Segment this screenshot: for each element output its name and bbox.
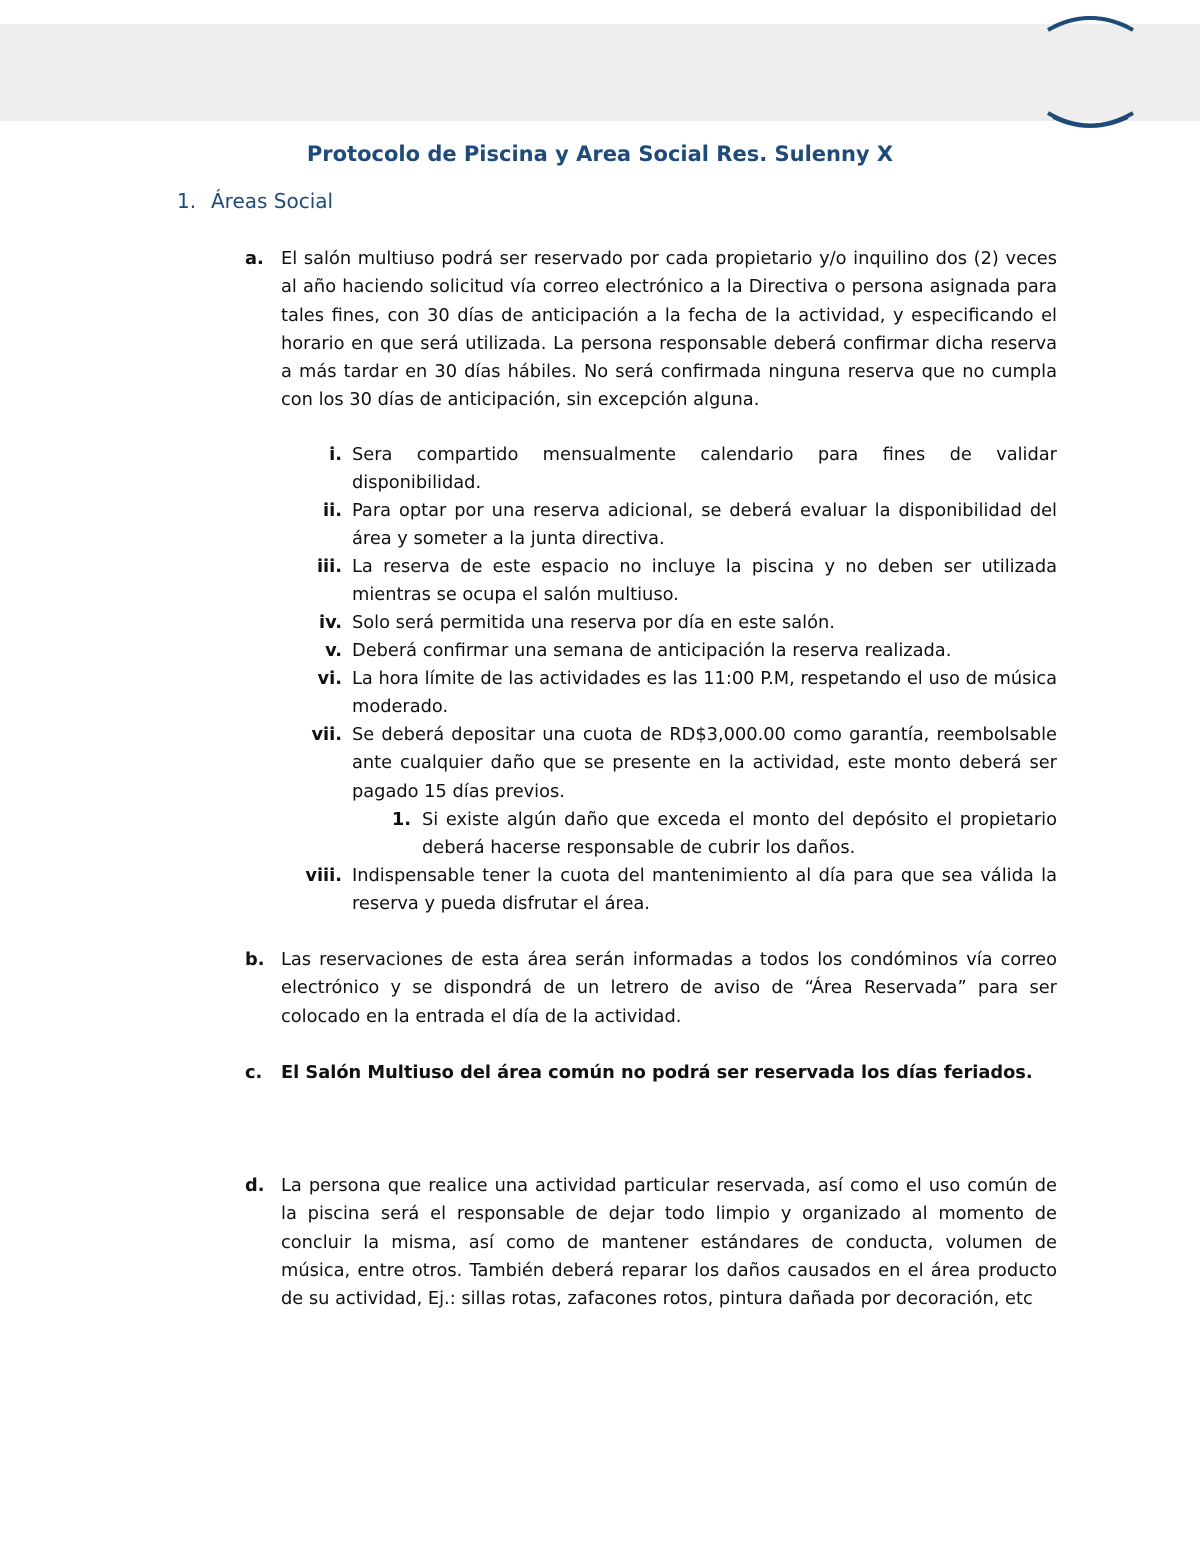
- sub-item-text: La reserva de este espacio no incluye la piscina y no deben ser utilizada mientras se ocupa el salón multiuso.: [352, 556, 1057, 606]
- list-item-label: c.: [245, 1062, 263, 1083]
- sub-item-label: ii.: [323, 500, 342, 521]
- sub-item-iv: [319, 609, 1057, 637]
- sub-item-ii: [323, 497, 1057, 554]
- page-header-band: [0, 24, 1200, 121]
- logo-emblem-icon: [1043, 8, 1138, 135]
- sub-item-label: vi.: [317, 668, 342, 689]
- list-item-label: b.: [245, 949, 265, 970]
- sub-item-vii: [311, 721, 1057, 806]
- sub-item-vi: [317, 665, 1057, 722]
- sub-item-text: Solo será permitida una reserva por día en este salón.: [352, 612, 835, 633]
- list-item-text: Las reservaciones de esta área serán informadas a todos los condóminos vía correo electrónico y se dispondrá de un letrero de aviso de “Área Reservada” para ser colocado en la entrada el día de la actividad.: [281, 949, 1057, 1027]
- list-item-text: El Salón Multiuso del área común no podrá ser reservada los días feriados.: [281, 1062, 1033, 1083]
- list-item-d: [245, 1172, 1057, 1313]
- sub-item-text: Se deberá depositar una cuota de RD$3,000.00 como garantía, reembolsable ante cualquier daño que se presente en la actividad, este monto deberá ser pagado 15 días previos.: [352, 724, 1057, 802]
- sub-item-label: v.: [325, 640, 342, 661]
- list-item-c: [245, 1059, 1057, 1087]
- sub-item-viii: [305, 862, 1057, 919]
- sub-item-label: vii.: [311, 724, 342, 745]
- sub-item-text: Indispensable tener la cuota del mantenimiento al día para que sea válida la reserva y pueda disfrutar el área.: [352, 865, 1057, 915]
- list-item-text: El salón multiuso podrá ser reservado por cada propietario y/o inquilino dos (2) veces al año haciendo solicitud vía correo electrónico a la Directiva o persona asignada para tales fines, con 30 días de anticipación a la fecha de la actividad, y especificando el horario en que será utilizada. La persona responsable deberá confirmar dicha reserva a más tardar en 30 días hábiles. No será confirmada ninguna reserva que no cumpla con los 30 días de anticipación, sin excepción alguna.: [281, 248, 1057, 411]
- list-item-label: d.: [245, 1175, 265, 1196]
- sub-item-v: [325, 637, 1057, 665]
- sub-item-label: iv.: [319, 612, 342, 633]
- sub-item-i: [329, 441, 1057, 498]
- sub-item-label: viii.: [305, 865, 342, 886]
- sub-item-label: i.: [329, 444, 342, 465]
- sub-sub-item-label: 1.: [391, 809, 411, 830]
- list-item-b: [245, 946, 1057, 1031]
- sub-item-text: Sera compartido mensualmente calendario para fines de validar disponibilidad.: [352, 444, 1057, 494]
- sub-item-text: La hora límite de las actividades es las 11:00 P.M, respetando el uso de música moderado.: [352, 668, 1057, 718]
- list-item-a: [245, 245, 1057, 415]
- sub-sub-item-text: Si existe algún daño que exceda el monto del depósito el propietario deberá hacerse responsable de cubrir los daños.: [422, 809, 1057, 859]
- sub-item-iii: [316, 553, 1057, 610]
- list-item-text: La persona que realice una actividad particular reservada, así como el uso común de la piscina será el responsable de dejar todo limpio y organizado al momento de concluir la misma, así como de mantener estándares de conducta, volumen de música, entre otros. También deberá reparar los daños causados en el área producto de su actividad, Ej.: sillas rotas, zafacones rotos, pintura dañada por decoración, etc: [281, 1175, 1057, 1310]
- document-title: Protocolo de Piscina y Area Social Res. Sulenny X: [306, 142, 894, 166]
- section-heading-text: Áreas Social: [211, 189, 334, 213]
- sub-item-text: Para optar por una reserva adicional, se deberá evaluar la disponibilidad del área y someter a la junta directiva.: [352, 500, 1057, 550]
- sub-item-label: iii.: [316, 556, 342, 577]
- list-item-label: a.: [245, 248, 264, 269]
- section-number: 1.: [177, 189, 197, 213]
- sub-item-text: Deberá confirmar una semana de anticipación la reserva realizada.: [352, 640, 952, 661]
- section-heading: [177, 189, 333, 213]
- sub-sub-item-1: [391, 806, 1057, 863]
